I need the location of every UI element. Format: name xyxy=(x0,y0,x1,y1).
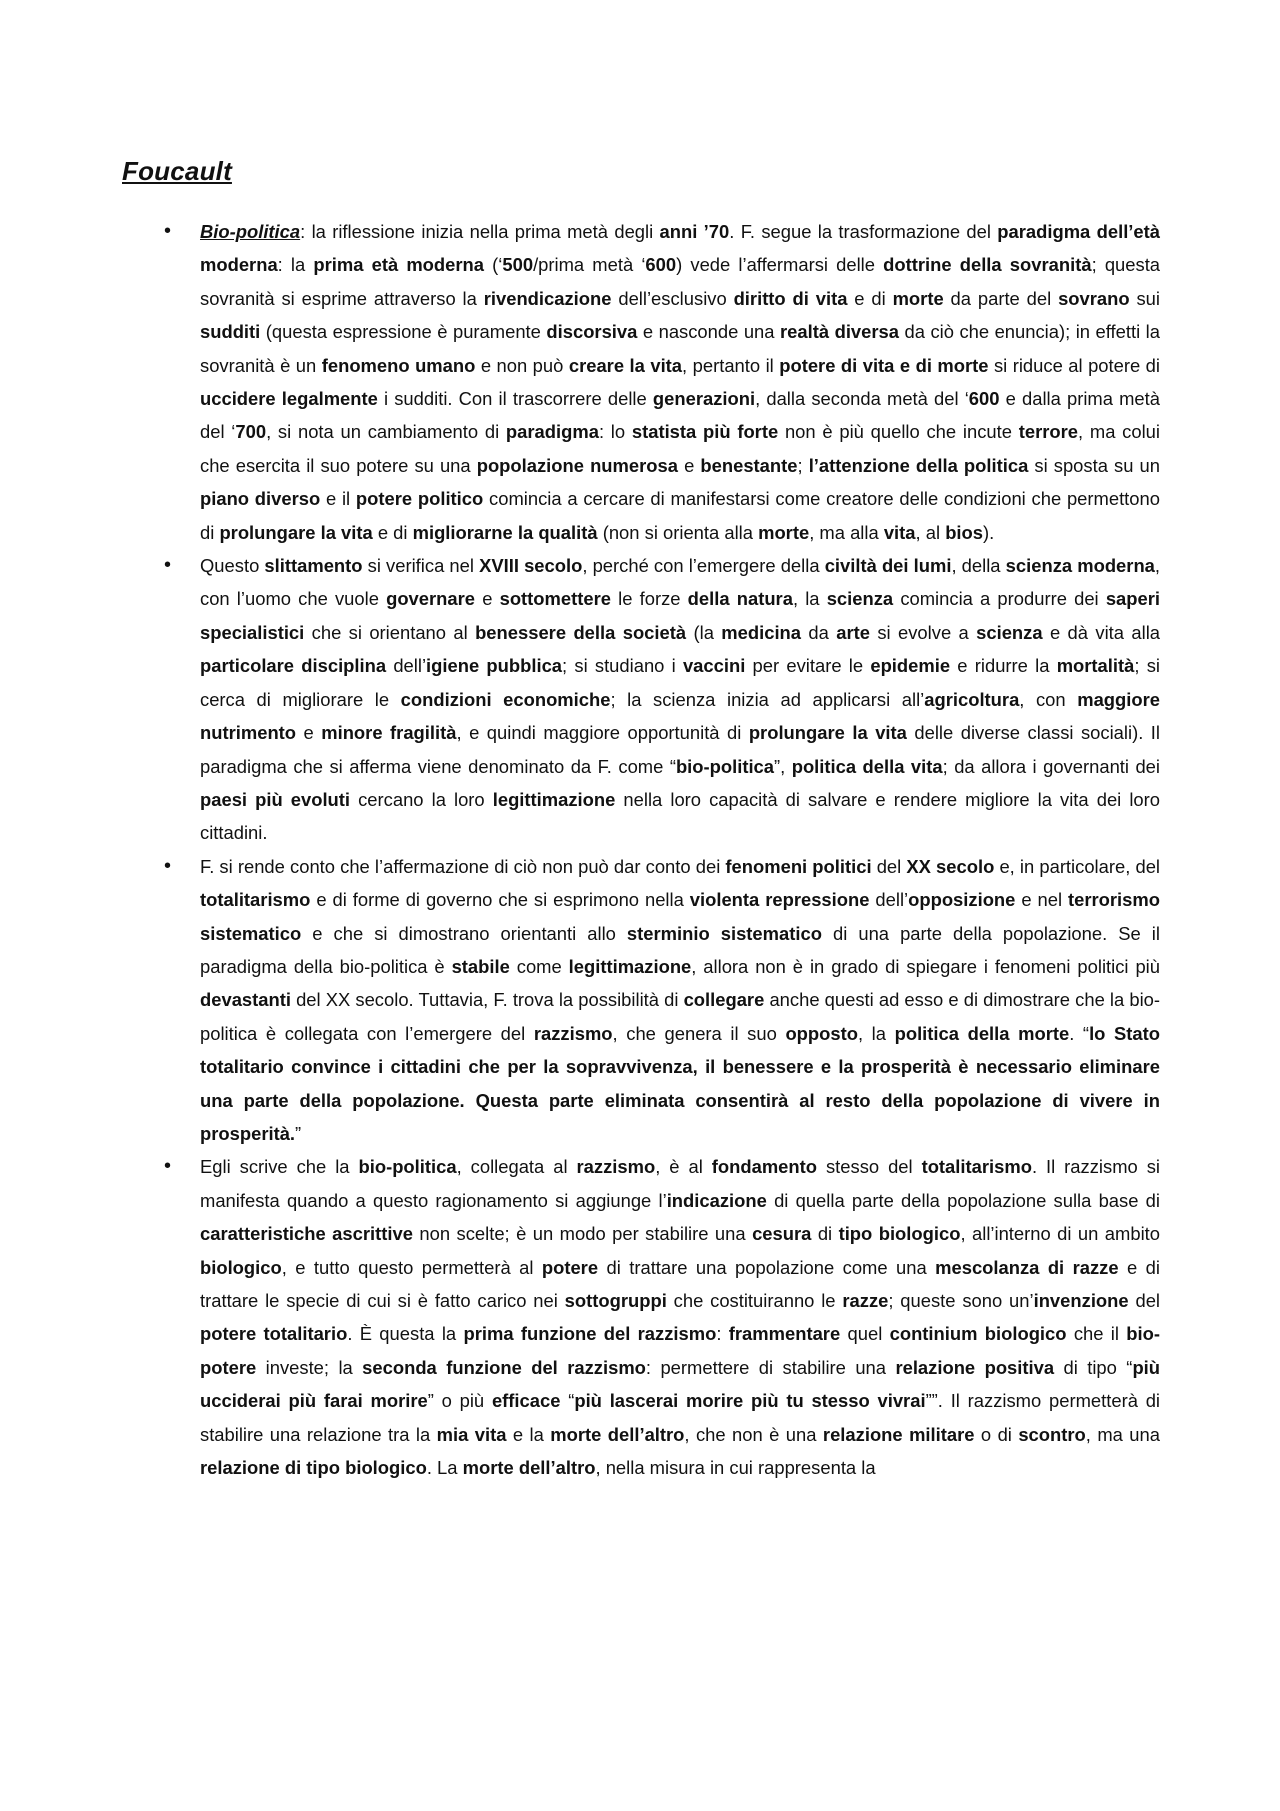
bold-text: arte xyxy=(836,621,870,643)
bold-text: 600 xyxy=(645,254,677,276)
body-text: si riduce al potere di xyxy=(988,354,1160,376)
bold-text: creare la vita xyxy=(568,354,683,376)
body-text: che si orientano al xyxy=(304,621,476,643)
bold-text: della natura xyxy=(687,588,793,610)
bold-text: benessere della società xyxy=(475,621,687,643)
body-text: di tipo “ xyxy=(1054,1356,1133,1378)
bold-text: scienza xyxy=(976,621,1043,643)
bold-text: piano diverso xyxy=(200,488,321,510)
bold-text: più ucciderai più farai morire xyxy=(200,1356,1161,1412)
bold-text: popolazione numerosa xyxy=(476,454,678,476)
body-text: e di xyxy=(372,521,413,543)
bold-text: paradigma dell’età moderna xyxy=(200,221,1160,276)
bold-text: prima età moderna xyxy=(313,254,485,276)
body-text: e xyxy=(296,722,322,744)
body-text: di trattare una popolazione come una xyxy=(598,1256,936,1278)
body-text: si verifica nel xyxy=(362,555,480,577)
body-text: investe; la xyxy=(256,1356,363,1378)
body-text: da ciò che enuncia); in effetti la sovranità è un xyxy=(200,321,1160,376)
bold-text: diritto di vita xyxy=(733,287,848,309)
body-text: ; da allora i governanti dei xyxy=(942,755,1160,777)
body-text: di una parte della popolazione. Se il paradigma della bio-politica è xyxy=(200,922,1160,977)
bold-text: morte xyxy=(758,521,810,543)
body-text: stesso del xyxy=(817,1156,922,1178)
bold-text: cesura xyxy=(752,1223,812,1245)
bold-text: statista più forte xyxy=(631,421,779,443)
bold-text: stabile xyxy=(451,955,510,977)
body-text: non scelte; è un modo per stabilire una xyxy=(412,1223,753,1245)
bold-text: fondamento xyxy=(711,1156,817,1178)
bold-text: efficace xyxy=(491,1390,561,1412)
lead-term: Bio-politica xyxy=(200,221,301,242)
body-text: ; xyxy=(797,454,809,476)
body-text: “ xyxy=(560,1390,575,1412)
bold-text: continium biologico xyxy=(889,1323,1067,1345)
body-text: e xyxy=(677,454,701,476)
body-text: , che genera il suo xyxy=(612,1022,786,1044)
body-text: dell’esclusivo xyxy=(611,287,734,309)
body-text: delle diverse classi sociali). Il paradigma che si afferma viene denominato da F. come “ xyxy=(200,722,1160,777)
bold-text: relazione militare xyxy=(822,1423,975,1445)
bold-text: medicina xyxy=(721,621,802,643)
body-text: ””. Il razzismo permetterà di stabilire una relazione tra la xyxy=(200,1390,1161,1445)
body-text: che costituiranno le xyxy=(666,1290,843,1311)
bold-text: discorsiva xyxy=(546,321,638,343)
bold-text: bio-potere xyxy=(200,1323,1160,1378)
bold-text: agricoltura xyxy=(924,688,1020,710)
body-text: . F. segue la trasformazione del xyxy=(729,221,998,242)
body-text: del XX secolo. Tuttavia, F. trova la possibilità di xyxy=(290,989,684,1011)
bold-text: morte xyxy=(892,287,944,309)
body-text: come xyxy=(509,955,569,977)
body-text: del xyxy=(1128,1290,1161,1311)
bold-text: vaccini xyxy=(682,655,746,677)
body-text: , della xyxy=(951,555,1006,577)
bold-text: igiene pubblica xyxy=(426,655,563,677)
body-text: cercano la loro xyxy=(350,788,493,810)
body-text: ; si cerca di migliorare le xyxy=(200,655,1160,710)
body-text: , collegata al xyxy=(456,1156,577,1178)
body-text: e non può xyxy=(475,354,569,376)
body-text: e dalla prima metà del ‘ xyxy=(200,388,1160,443)
bold-text: fenomeni politici xyxy=(725,855,872,877)
bullet-dot-icon: • xyxy=(164,1155,172,1178)
bold-text: l’attenzione della politica xyxy=(808,454,1029,476)
body-text: , con xyxy=(1019,688,1078,710)
body-text: : la riflessione inizia nella prima metà degli xyxy=(300,221,660,242)
body-text: (non si orienta alla xyxy=(597,521,759,543)
bold-text: terrorismo sistematico xyxy=(200,889,1160,944)
bold-text: morte dell’altro xyxy=(462,1457,596,1479)
bold-text: slittamento xyxy=(264,555,363,577)
bold-text: caratteristiche ascrittive xyxy=(200,1223,413,1245)
bullet-paragraph xyxy=(164,215,1161,549)
body-text: . È questa la xyxy=(347,1323,464,1345)
bold-text: relazione positiva xyxy=(895,1356,1055,1378)
bold-text: frammentare xyxy=(728,1323,841,1345)
body-text: , è al xyxy=(655,1156,712,1178)
body-text: ”, xyxy=(774,755,792,777)
bold-text: politica della vita xyxy=(791,755,943,777)
bold-text: prima funzione del razzismo xyxy=(463,1323,717,1345)
body-text: per evitare le xyxy=(745,655,871,677)
bold-text: relazione di tipo biologico xyxy=(200,1457,427,1479)
bold-text: prolungare la vita xyxy=(748,722,907,744)
bold-text: legittimazione xyxy=(492,788,616,810)
bold-text: politica della morte xyxy=(894,1022,1070,1044)
bold-text: scontro xyxy=(1018,1423,1086,1445)
body-text: (‘ xyxy=(484,254,503,276)
body-text: non è più quello che incute xyxy=(778,421,1019,443)
bold-text: legittimazione xyxy=(568,955,692,977)
body-text: le forze xyxy=(610,588,688,610)
body-text: ” xyxy=(295,1122,302,1144)
bold-text: bio-politica xyxy=(675,755,775,777)
body-text: ” o più xyxy=(427,1390,492,1412)
bold-text: opposto xyxy=(785,1022,858,1044)
bold-text: paradigma xyxy=(505,421,599,443)
body-text: che il xyxy=(1066,1323,1127,1345)
body-text: F. si rende conto che l’affermazione di ciò non può dar conto dei xyxy=(200,855,726,877)
bold-text: mia vita xyxy=(436,1423,507,1445)
bold-text: benestante xyxy=(700,454,798,476)
body-text: , allora non è in grado di spiegare i fenomeni politici più xyxy=(691,955,1160,977)
bold-text: sovrano xyxy=(1058,287,1130,309)
bold-text: potere totalitario xyxy=(200,1323,348,1345)
bold-text: scienza moderna xyxy=(1005,555,1155,577)
body-text: e di trattare le specie di cui si è fatto carico nei xyxy=(200,1256,1160,1311)
body-text: , pertanto il xyxy=(682,354,780,376)
body-text: e il xyxy=(320,488,356,510)
body-text: e xyxy=(475,588,500,610)
body-text: . La xyxy=(426,1457,463,1479)
body-text: da parte del xyxy=(943,287,1059,309)
body-text: Questo xyxy=(200,555,265,577)
bold-text: epidemie xyxy=(870,655,951,677)
bold-text: violenta repressione xyxy=(689,889,870,911)
bold-text: razzismo xyxy=(533,1022,613,1044)
document-title: Foucault xyxy=(122,156,232,186)
body-text: quel xyxy=(840,1323,890,1345)
body-text: ; la scienza inizia ad applicarsi all’ xyxy=(610,688,925,710)
body-text: (la xyxy=(686,621,722,643)
body-text: e nasconde una xyxy=(637,321,781,343)
bold-text: indicazione xyxy=(666,1189,767,1211)
body-text: . Il razzismo si manifesta quando a questo ragionamento si aggiunge l’ xyxy=(200,1156,1160,1211)
body-text: (questa espressione è puramente xyxy=(260,321,547,343)
body-text: , e tutto questo permetterà al xyxy=(281,1256,542,1278)
bold-text: generazioni xyxy=(652,388,756,410)
body-text: anche questi ad esso e di dimostrare che la bio-politica è collegata con l’emergere del xyxy=(200,989,1161,1044)
bullet-dot-icon: • xyxy=(164,220,172,242)
bold-text: fenomeno umano xyxy=(321,354,476,376)
body-text: sui xyxy=(1129,287,1160,309)
body-text: , al xyxy=(915,521,946,543)
body-text: Egli scrive che la xyxy=(200,1156,359,1178)
bold-text: 600 xyxy=(968,388,1000,410)
body-text: di quella parte della popolazione sulla base di xyxy=(766,1189,1160,1211)
bullet-paragraph xyxy=(164,850,1161,1151)
body-text: , perché con l’emergere della xyxy=(582,555,825,577)
bold-text: bios xyxy=(945,521,983,543)
bold-text: opposizione xyxy=(908,889,1016,911)
bold-text: collegare xyxy=(683,989,765,1011)
bullet-paragraph xyxy=(164,1150,1161,1484)
body-text: del xyxy=(871,855,907,877)
body-text: si sposta su un xyxy=(1028,454,1160,476)
bold-text: 500 xyxy=(502,254,534,276)
body-text: , la xyxy=(857,1022,895,1044)
bold-text: sottomettere xyxy=(499,588,611,610)
body-text: e la xyxy=(506,1423,551,1445)
bold-text: sterminio sistematico xyxy=(626,922,822,944)
body-text: : xyxy=(716,1323,729,1345)
body-text: : la xyxy=(277,254,314,276)
body-text: dell’ xyxy=(386,655,427,677)
body-text: e nel xyxy=(1015,889,1068,911)
body-text: e ridurre la xyxy=(950,655,1057,677)
bold-text: particolare disciplina xyxy=(200,655,387,677)
body-text: , ma una xyxy=(1085,1423,1160,1445)
bold-text: razze xyxy=(842,1290,889,1311)
bold-text: totalitarismo xyxy=(200,889,311,911)
body-text: , che non è una xyxy=(684,1423,823,1445)
bold-text: devastanti xyxy=(200,989,291,1011)
body-text: e dà vita alla xyxy=(1042,621,1161,643)
bold-text: migliorarne la qualità xyxy=(412,521,598,543)
body-text: , e quindi maggiore opportunità di xyxy=(456,722,749,744)
bold-text: XX secolo xyxy=(906,855,995,877)
body-text: ; questa sovranità si esprime attraverso la xyxy=(200,254,1161,309)
body-text: ; si studiano i xyxy=(562,655,683,677)
bold-text: condizioni economiche xyxy=(400,688,611,710)
bold-text: potere di vita e di morte xyxy=(779,354,989,376)
bullet-paragraph xyxy=(164,549,1161,850)
bold-text: saperi specialistici xyxy=(200,588,1160,643)
bold-text: rivendicazione xyxy=(483,287,612,309)
bold-text: vita xyxy=(883,521,916,543)
body-text: , all’interno di un ambito xyxy=(960,1223,1161,1245)
bold-text: mescolanza di razze xyxy=(935,1256,1119,1278)
body-text: comincia a produrre dei xyxy=(893,588,1106,610)
bullet-list xyxy=(164,215,1161,1484)
bold-text: civiltà dei lumi xyxy=(824,555,952,577)
body-text: i sudditi. Con il trascorrere delle xyxy=(377,388,653,410)
body-text: ; queste sono un’ xyxy=(888,1290,1034,1311)
bullet-dot-icon: • xyxy=(164,854,172,877)
body-text: di xyxy=(811,1223,839,1245)
bold-text: prolungare la vita xyxy=(219,521,373,543)
bold-text: totalitarismo xyxy=(921,1156,1032,1178)
bold-text: anni ’70 xyxy=(659,221,730,242)
body-text: e di forme di governo che si esprimono nella xyxy=(310,889,690,911)
bold-text: scienza xyxy=(826,588,894,610)
bold-text: invenzione xyxy=(1033,1290,1129,1311)
bold-text: terrore xyxy=(1018,421,1079,443)
bold-text: potere xyxy=(541,1256,599,1278)
body-text: : lo xyxy=(598,421,632,443)
bold-text: sudditi xyxy=(200,321,261,343)
body-text: nella loro capacità di salvare e rendere migliore la vita dei loro cittadini. xyxy=(200,788,1160,844)
bold-text: 700 xyxy=(235,421,267,443)
bold-text: lo Stato totalitario convince i cittadini che per la sopravvivenza, il benessere e la prosperità è necessario eliminare una parte della popolazione. Questa parte eliminata consentirà al resto della popolazione di vivere in prosperità. xyxy=(200,1022,1160,1144)
bold-text: sottogruppi xyxy=(564,1290,667,1311)
body-text: comincia a cercare di manifestarsi come creatore delle condizioni che permettono di xyxy=(200,488,1160,543)
body-text: o di xyxy=(974,1423,1019,1445)
bold-text: bio-politica xyxy=(358,1156,457,1178)
bold-text: minore fragilità xyxy=(321,722,457,744)
body-text: : permettere di stabilire una xyxy=(645,1356,896,1378)
body-text: , dalla seconda metà del ‘ xyxy=(755,388,969,410)
bold-text: paesi più evoluti xyxy=(200,788,351,810)
bold-text: dottrine della sovranità xyxy=(883,254,1092,276)
bold-text: tipo biologico xyxy=(838,1223,961,1245)
body-text: , con l’uomo che vuole xyxy=(200,555,1161,610)
body-text: /prima metà ‘ xyxy=(533,254,646,276)
body-text: e di xyxy=(847,287,893,309)
body-text: si evolve a xyxy=(869,621,977,643)
body-text: dell’ xyxy=(869,889,909,911)
body-text: , la xyxy=(792,588,827,610)
bold-text: seconda funzione del razzismo xyxy=(362,1356,646,1378)
body-text: ). xyxy=(983,521,995,543)
bold-text: mortalità xyxy=(1056,655,1135,677)
bold-text: potere politico xyxy=(355,488,484,510)
body-text: , nella misura in cui rappresenta la xyxy=(595,1457,876,1479)
bold-text: governare xyxy=(386,588,476,610)
body-text: , ma colui che esercita il suo potere su una xyxy=(200,421,1160,476)
bold-text: biologico xyxy=(200,1256,282,1278)
body-text: , si nota un cambiamento di xyxy=(266,421,506,443)
body-text: da xyxy=(801,621,837,643)
body-text: . “ xyxy=(1069,1022,1090,1044)
bold-text: realtà diversa xyxy=(780,321,899,343)
body-text: , ma alla xyxy=(809,521,884,543)
bold-text: maggiore nutrimento xyxy=(200,688,1160,744)
bold-text: uccidere legalmente xyxy=(200,388,378,410)
bold-text: razzismo xyxy=(576,1156,656,1178)
bold-text: morte dell’altro xyxy=(550,1423,685,1445)
body-text: e che si dimostrano orientanti allo xyxy=(301,922,627,944)
body-text: e, in particolare, del xyxy=(994,855,1161,877)
bold-text: più lascerai morire più tu stesso vivrai xyxy=(574,1390,926,1412)
bullet-dot-icon: • xyxy=(164,554,172,577)
bold-text: XVIII secolo xyxy=(479,555,583,577)
body-text: ) vede l’affermarsi delle xyxy=(676,254,884,276)
